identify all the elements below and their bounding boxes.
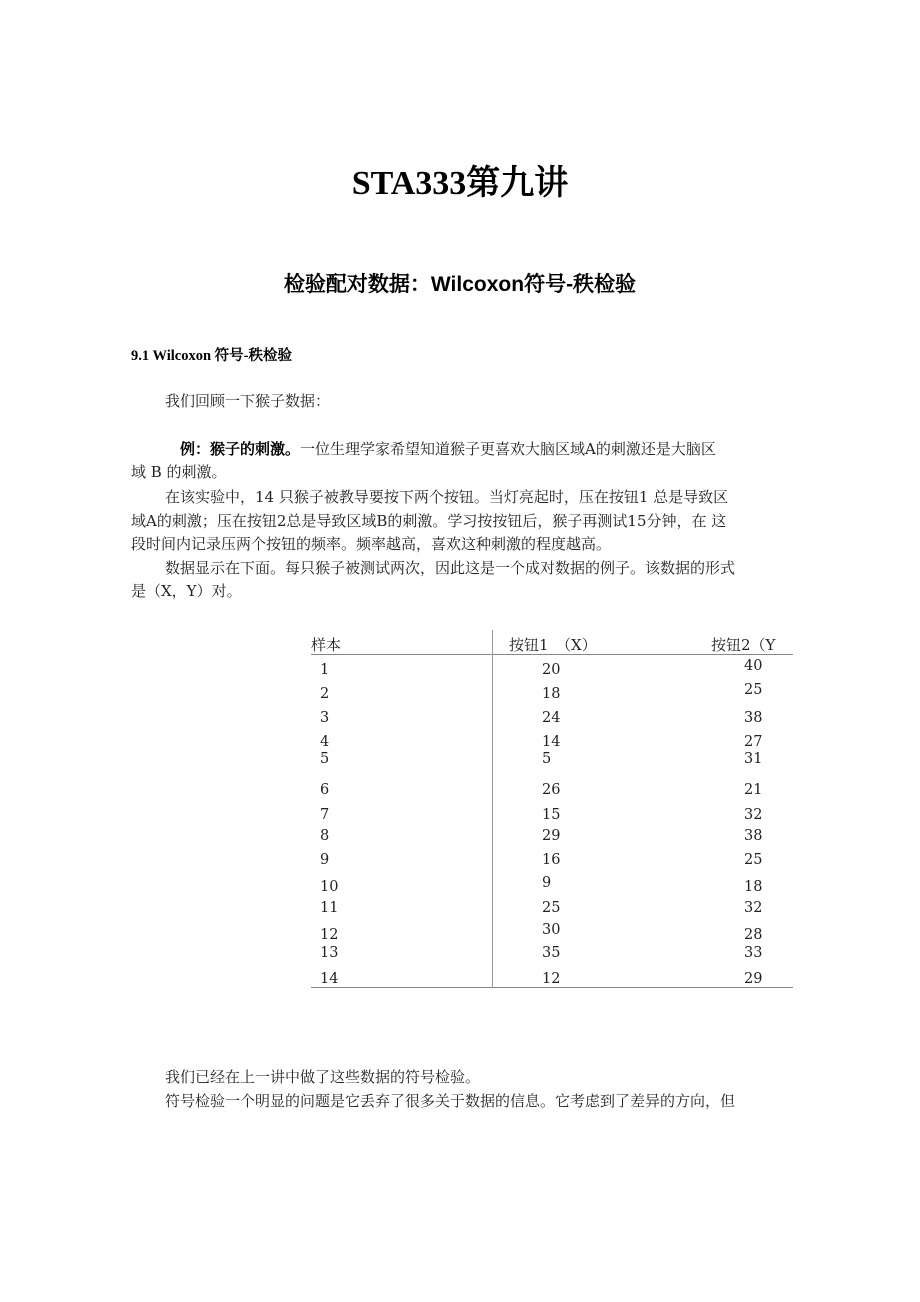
cell-sample: 5: [320, 751, 330, 767]
cell-sample: 7: [320, 807, 330, 823]
cell-button1: 5: [542, 751, 552, 767]
document-subtitle: 检验配对数据：Wilcoxon符号-秩检验: [283, 273, 637, 296]
cell-button2: 33: [744, 945, 763, 961]
data-desc-line-1: 数据显示在下面。每只猴子被测试两次，因此这是一个成对数据的例子。该数据的形式: [165, 559, 736, 577]
example-lead: 例：猴子的刺激。: [180, 440, 301, 458]
header-rule: [311, 654, 793, 655]
cell-button1: 29: [542, 828, 561, 844]
cell-button2: 25: [744, 682, 763, 698]
example-line-1: [180, 438, 716, 461]
cell-sample: 11: [320, 900, 339, 916]
cell-sample: 1: [320, 662, 330, 678]
cell-button2: 38: [744, 710, 763, 726]
cell-button1: 12: [542, 971, 561, 987]
cell-button2: 40: [744, 658, 763, 674]
cell-button1: 18: [542, 686, 561, 702]
cell-sample: 10: [320, 879, 339, 895]
experiment-line-3: 段时间内记录压两个按钮的频率。频率越高，喜欢这种刺激的程度越高。: [131, 535, 612, 553]
cell-button1: 24: [542, 710, 561, 726]
cell-sample: 3: [320, 710, 330, 726]
header-sample: 样本: [311, 636, 342, 654]
cell-button1: 14: [542, 734, 561, 750]
cell-button1: 20: [542, 662, 561, 678]
header-button1: 按钮1 （X）: [509, 636, 597, 654]
cell-sample: 12: [320, 927, 339, 943]
cell-button2: 25: [744, 852, 763, 868]
cell-button1: 35: [542, 945, 561, 961]
cell-sample: 2: [320, 686, 330, 702]
cell-button1: 26: [542, 782, 561, 798]
experiment-line-2: 域A的刺激；压在按钮2总是导致区域B的刺激。学习按按钮后，猴子再测试15分钟，在 这: [131, 512, 727, 530]
experiment-line-1: 在该实验中，14 只猴子被教导要按下两个按钮。当灯亮起时，压在按钮1 总是导致区: [165, 488, 729, 506]
header-button2: 按钮2（Y: [711, 636, 776, 654]
cell-button2: 38: [744, 828, 763, 844]
cell-sample: 8: [320, 828, 330, 844]
section-heading: 9.1 Wilcoxon 符号-秩检验: [131, 348, 292, 364]
monkey-data-table: [311, 630, 793, 988]
closing-line-2: 符号检验一个明显的问题是它丢弃了很多关于数据的信息。它考虑到了差异的方向，但: [165, 1092, 736, 1110]
cell-button2: 32: [744, 807, 763, 823]
cell-sample: 13: [320, 945, 339, 961]
document-title: STA333第九讲: [351, 165, 569, 202]
cell-sample: 14: [320, 971, 339, 987]
example-line-2: 域 B 的刺激。: [131, 463, 227, 481]
cell-sample: 4: [320, 734, 330, 750]
column-divider: [492, 630, 493, 988]
example-line-1-text: 一位生理学家希望知道猴子更喜欢大脑区域A的刺激还是大脑区: [300, 440, 716, 458]
cell-button1: 25: [542, 900, 561, 916]
bottom-rule: [311, 987, 793, 988]
cell-button1: 30: [542, 922, 561, 938]
cell-button1: 15: [542, 807, 561, 823]
cell-button2: 27: [744, 734, 763, 750]
cell-button2: 18: [744, 879, 763, 895]
cell-button2: 29: [744, 971, 763, 987]
cell-button2: 21: [744, 782, 763, 798]
intro-paragraph: 我们回顾一下猴子数据：: [165, 392, 331, 410]
cell-button2: 28: [744, 927, 763, 943]
cell-sample: 9: [320, 852, 330, 868]
cell-sample: 6: [320, 782, 330, 798]
cell-button2: 32: [744, 900, 763, 916]
closing-line-1: 我们已经在上一讲中做了这些数据的符号检验。: [165, 1068, 481, 1086]
data-desc-line-2: 是（X，Y）对。: [131, 582, 242, 600]
cell-button2: 31: [744, 751, 763, 767]
cell-button1: 9: [542, 875, 552, 891]
cell-button1: 16: [542, 852, 561, 868]
